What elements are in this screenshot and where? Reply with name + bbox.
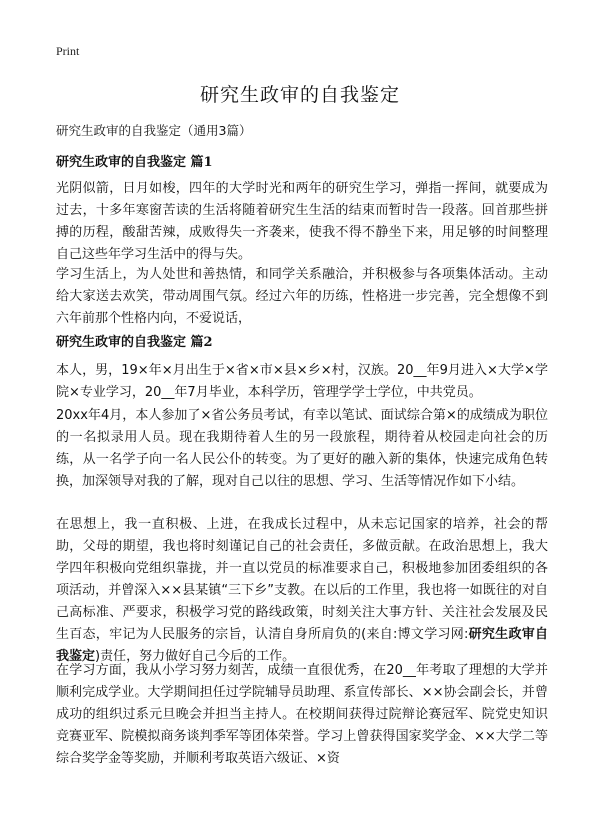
- section-heading-2: 研究生政审的自我鉴定 篇2: [56, 335, 213, 350]
- paragraph-5-text-a: 在思想上，我一直积极、上进，在我成长过程中，从未忘记国家的培养，社会的帮助，父母的期望，我也将时刻谨记自己的社会责任，多做贡献。在政治思想上，我大学四年积极向党组织靠拢，并一直以党员的标准要求自己，积极地参加团委组织的各项活动，并曾深入××县某镇“三下乡”支教。在以后的工作里，我也将一如既往的对自己高标准、严要求，积极学习党的路线政策，时刻关注大事方针、关注社会发展及民生百态，牢记为人民服务的宗旨，认清自身所肩负的(来自:博文学习网:: [56, 517, 548, 642]
- document-title: 研究生政审的自我鉴定: [199, 84, 400, 106]
- paragraph-6: 在学习方面，我从小学习努力刻苦，成绩一直很优秀，在20__年考取了理想的大学并顺利完成学业。大学期间担任过学院辅导员助理、系宣传部长、××协会副会长，并曾成功的组织过系元旦晚会并担当主持人。在校期间获得过院辩论赛冠军、院党史知识竞赛亚军、院模拟商务谈判季军等团体荣誉。学习上曾获得国家奖学金、××大学二等综合奖学金等奖励，并顺利考取英语六级证、×资: [56, 663, 548, 766]
- paragraph-5-text-c: )责任，努力做好自己今后的工作。: [95, 649, 296, 664]
- paragraph-5-bold-link: 研究生政审自我鉴定: [56, 627, 548, 664]
- paragraph-3: 本人，男，19×年×月出生于×省×市×县×乡×村，汉族。20__年9月进入×大学×学院×专业学习，20__年7月毕业，本科学历，管理学学士学位，中共党员。: [56, 363, 548, 400]
- paragraph-1: 光阴似箭，日月如梭，四年的大学时光和两年的研究生学习，弹指一挥间，就要成为过去，十多年寒窗苦读的生活将随着研究生生活的结束而暂时告一段落。回首那些拼搏的历程，酸甜苦辣，成败得失一齐袭来，使我不得不静坐下来，用足够的时间整理自己这些年学习生活中的得与失。: [56, 181, 548, 262]
- print-link[interactable]: Print: [56, 44, 80, 58]
- paragraph-2: 学习生活上，为人处世和善热情，和同学关系融洽，并积极参与各项集体活动。主动给大家送去欢笑，带动周围气氛。经过六年的历练，性格进一步完善，完全想像不到六年前那个性格内向，不爱说话，: [56, 267, 548, 326]
- section-heading-1: 研究生政审的自我鉴定 篇1: [56, 155, 213, 170]
- paragraph-4: 20xx年4月，本人参加了×省公务员考试，有幸以笔试、面试综合第×的成绩成为职位的一名拟录用人员。现在我期待着人生的另一段旅程，期待着从校园走向社会的历练，从一名学子向一名人民公仆的转变。为了更好的融入新的集体，快速完成角色转换，加深领导对我的了解，现对自己以往的思想、学习、生活等情况作如下小结。: [56, 408, 548, 489]
- paragraph-5: [56, 514, 548, 668]
- document-subtitle: 研究生政审的自我鉴定（通用3篇）: [56, 123, 252, 138]
